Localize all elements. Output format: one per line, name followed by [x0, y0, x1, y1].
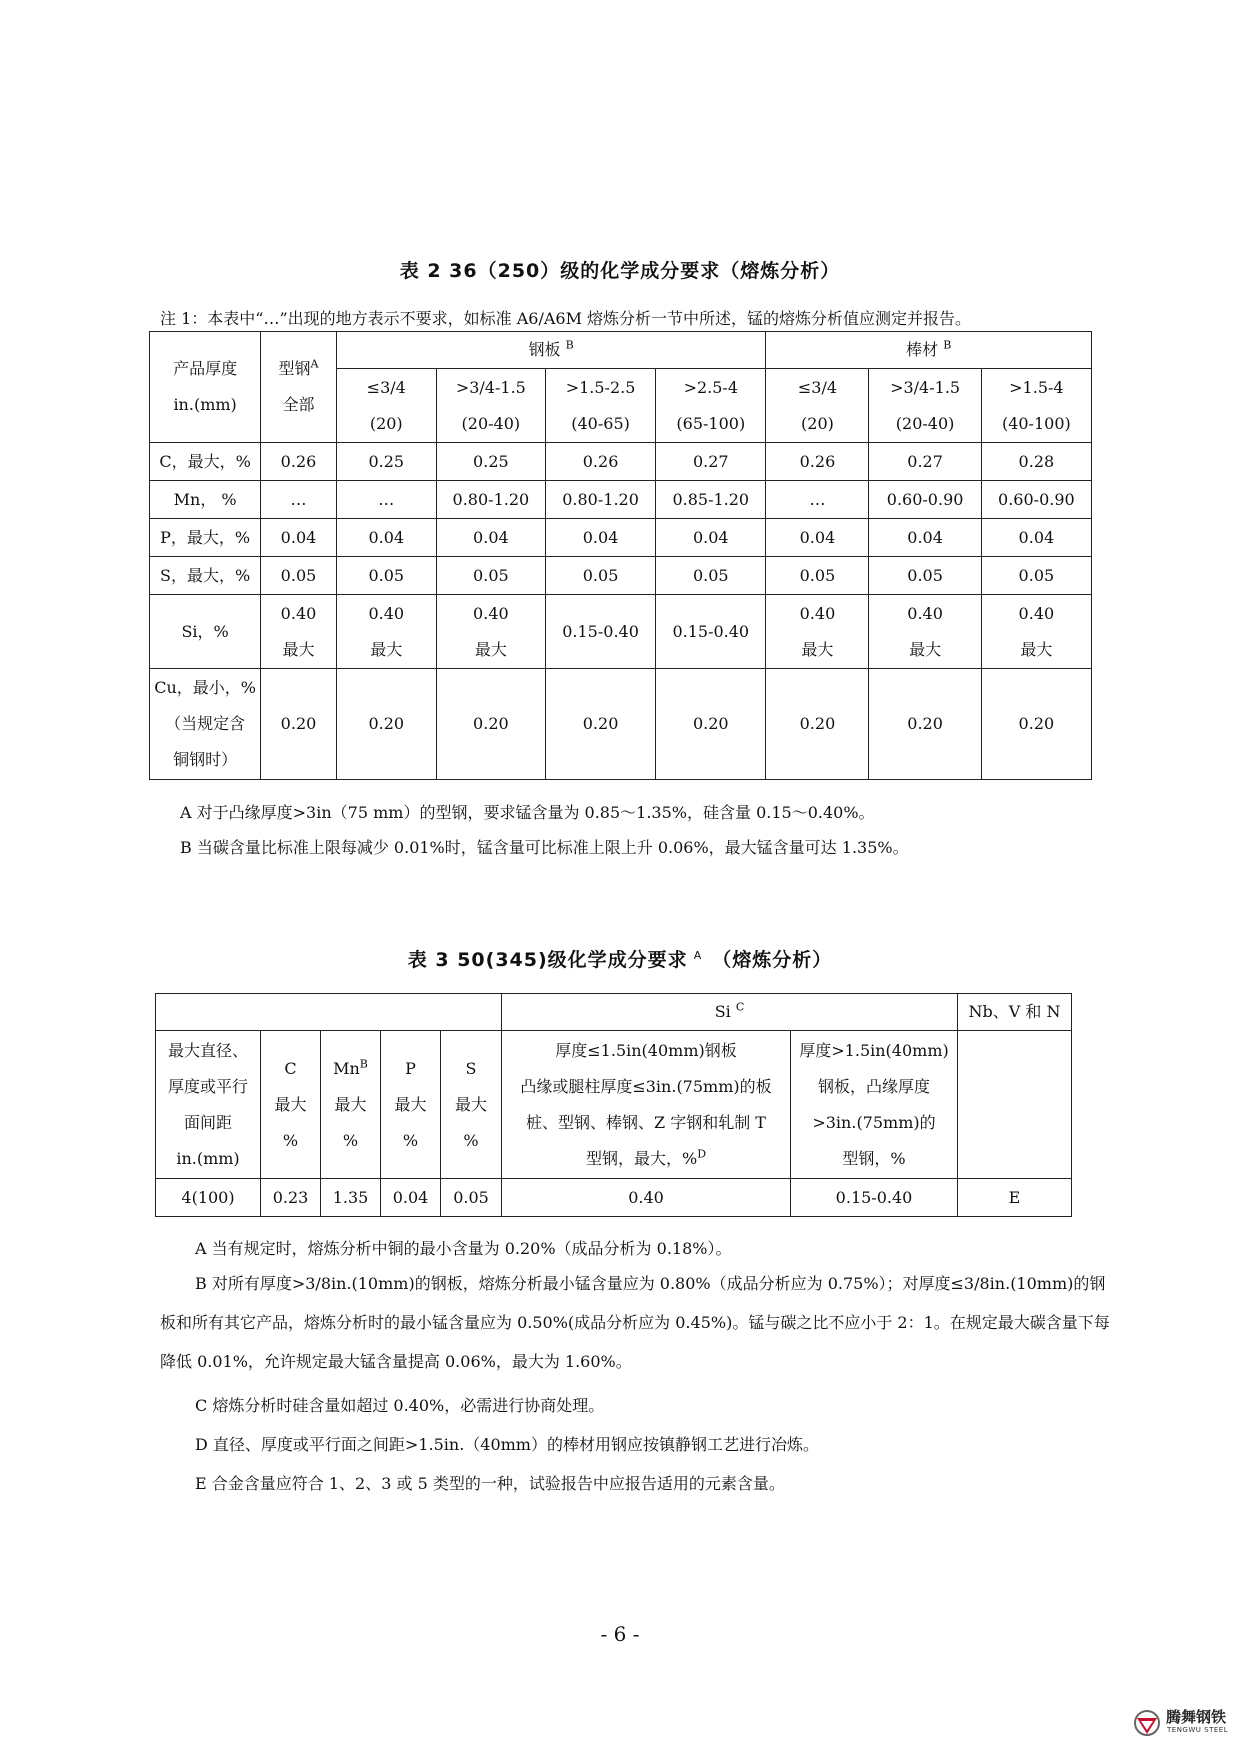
- cell: 0.20: [656, 669, 766, 780]
- cell: 0.20: [336, 669, 436, 780]
- cell: 0.26: [545, 443, 655, 481]
- header-shape: 型钢$^A$ 全部: [261, 332, 337, 443]
- header-dim: 最大直径、 厚度或平行 面间距 in.(mm): [156, 1031, 261, 1179]
- cell: 0.80-1.20: [436, 481, 545, 519]
- table-row: [150, 519, 1092, 557]
- header-c: C 最大 %: [261, 1031, 321, 1179]
- header-bar: 棒材 $^B$: [766, 332, 1092, 369]
- cell: 0.40 最大: [869, 595, 981, 669]
- header-p: P 最大 %: [381, 1031, 441, 1179]
- table2-title: 表 2 36（250）级的化学成分要求（熔炼分析）: [399, 260, 841, 282]
- logo-icon: [1132, 1708, 1162, 1738]
- cell: 0.15-0.40: [791, 1179, 958, 1217]
- cell: 0.26: [261, 443, 337, 481]
- cell: 0.20: [869, 669, 981, 780]
- cell: 0.04: [981, 519, 1091, 557]
- cell: 0.40: [502, 1179, 791, 1217]
- cell: 1.35: [321, 1179, 381, 1217]
- table3-footnote-e: E 合金含量应符合 1、2、3 或 5 类型的一种，试验报告中应报告适用的元素含量。: [195, 1474, 785, 1493]
- cell: 0.20: [545, 669, 655, 780]
- table3-footnote-d: D 直径、厚度或平行面之间距>1.5in.（40mm）的棒材用钢应按镇静钢工艺进行冶炼。: [195, 1435, 819, 1454]
- cell: …: [261, 481, 337, 519]
- table2: [149, 331, 1092, 780]
- cell: E: [958, 1179, 1072, 1217]
- table3-title: 表 3 50(345)级化学成分要求 $^A$ （熔炼分析）: [407, 948, 833, 971]
- table-row: [150, 669, 1092, 780]
- cell: 0.23: [261, 1179, 321, 1217]
- cell: 0.80-1.20: [545, 481, 655, 519]
- cell: 0.04: [656, 519, 766, 557]
- cell: 0.60-0.90: [981, 481, 1091, 519]
- table2-footnote-b: B 当碳含量比标准上限每减少 0.01%时，锰含量可比标准上限上升 0.06%，最大锰含量可达 1.35%。: [180, 838, 909, 857]
- cell: 0.05: [436, 557, 545, 595]
- cell: 0.04: [869, 519, 981, 557]
- cell: 0.04: [381, 1179, 441, 1217]
- header-mn: $Mn^B$ 最大 %: [321, 1031, 381, 1179]
- company-logo: [1132, 1704, 1236, 1744]
- cell: 0.15-0.40: [656, 595, 766, 669]
- row-label: C，最大，%: [150, 443, 261, 481]
- plate-range: >1.5-2.5 (40-65): [545, 369, 655, 443]
- cell: 0.15-0.40: [545, 595, 655, 669]
- cell: 0.20: [981, 669, 1091, 780]
- table2-footnote-a: A 对于凸缘厚度>3in（75 mm）的型钢，要求锰含量为 0.85～1.35%，硅含量 0.15～0.40%。: [180, 803, 875, 822]
- header-si-thin: 厚度≤1.5in(40mm)钢板 凸缘或腿柱厚度≤3in.(75mm)的板 桩、型钢、棒钢、Z 字钢和轧制 T 型钢，最大，%$^D$: [502, 1031, 791, 1179]
- cell: 0.05: [441, 1179, 502, 1217]
- table3: [155, 993, 1072, 1217]
- plate-range: ≤3/4 (20): [336, 369, 436, 443]
- row-label: Cu，最小，% （当规定含 铜钢时）: [150, 669, 261, 780]
- header-blank: [156, 994, 502, 1031]
- cell: 0.04: [545, 519, 655, 557]
- cell: 0.05: [869, 557, 981, 595]
- bar-range: >3/4-1.5 (20-40): [869, 369, 981, 443]
- header-si: Si $^C$: [502, 994, 958, 1031]
- cell: 0.05: [336, 557, 436, 595]
- row-label: Mn， %: [150, 481, 261, 519]
- table-row: [156, 1179, 1072, 1217]
- bar-range: ≤3/4 (20): [766, 369, 869, 443]
- table-row: [150, 443, 1092, 481]
- logo-name: 腾舞钢铁: [1166, 1708, 1227, 1726]
- cell: 0.25: [336, 443, 436, 481]
- logo-sub: TENGWU STEEL: [1167, 1726, 1229, 1734]
- cell: 0.20: [436, 669, 545, 780]
- page-number: - 6 -: [600, 1622, 640, 1646]
- header-nbv-blank: [958, 1031, 1072, 1179]
- cell: 0.40 最大: [766, 595, 869, 669]
- cell: …: [336, 481, 436, 519]
- cell: 0.04: [261, 519, 337, 557]
- table-row: [150, 595, 1092, 669]
- header-si-thick: 厚度>1.5in(40mm) 钢板，凸缘厚度 >3in.(75mm)的 型钢，%: [791, 1031, 958, 1179]
- cell: 0.40 最大: [436, 595, 545, 669]
- cell: 0.05: [656, 557, 766, 595]
- cell: 0.04: [766, 519, 869, 557]
- plate-range: >3/4-1.5 (20-40): [436, 369, 545, 443]
- table3-footnote-a: A 当有规定时，熔炼分析中铜的最小含量为 0.20%（成品分析为 0.18%）。: [195, 1239, 732, 1258]
- cell: 0.05: [261, 557, 337, 595]
- table2-note: 注 1：本表中“…”出现的地方表示不要求，如标准 A6/A6M 熔炼分析一节中所述，锰的熔炼分析值应测定并报告。: [160, 309, 972, 328]
- cell: 0.05: [545, 557, 655, 595]
- cell: 0.26: [766, 443, 869, 481]
- header-plate: 钢板 $^B$: [336, 332, 766, 369]
- row-label: Si，%: [150, 595, 261, 669]
- table-row: [150, 557, 1092, 595]
- cell: 0.40 最大: [261, 595, 337, 669]
- cell: 0.20: [766, 669, 869, 780]
- row-label: P，最大，%: [150, 519, 261, 557]
- row-label: S，最大，%: [150, 557, 261, 595]
- cell: 0.05: [766, 557, 869, 595]
- cell: 0.04: [436, 519, 545, 557]
- cell: 0.40 最大: [981, 595, 1091, 669]
- table-row: [150, 481, 1092, 519]
- cell: 4(100): [156, 1179, 261, 1217]
- cell: 0.05: [981, 557, 1091, 595]
- cell: …: [766, 481, 869, 519]
- table3-footnote-b: B 对所有厚度>3/8in.(10mm)的钢板，熔炼分析最小锰含量应为 0.80%（成品分析应为 0.75%）；对厚度≤3/8in.(10mm)的钢板和所有其它产品，熔炼分析时的最小锰含量应为 0.50%(成品分析应为 0.45%)。锰与碳之比不应小于 2：1。在规定最大碳含量下每降低 0.01%，允许规定最大锰含量提高 0.06%，最大为 1.60%。: [160, 1274, 1110, 1371]
- cell: 0.04: [336, 519, 436, 557]
- cell: 0.28: [981, 443, 1091, 481]
- cell: 0.27: [869, 443, 981, 481]
- table3-footnote-c: C 熔炼分析时硅含量如超过 0.40%，必需进行协商处理。: [195, 1396, 605, 1415]
- plate-range: >2.5-4 (65-100): [656, 369, 766, 443]
- cell: 0.40 最大: [336, 595, 436, 669]
- bar-range: >1.5-4 (40-100): [981, 369, 1091, 443]
- cell: 0.27: [656, 443, 766, 481]
- cell: 0.60-0.90: [869, 481, 981, 519]
- cell: 0.25: [436, 443, 545, 481]
- cell: 0.85-1.20: [656, 481, 766, 519]
- cell: 0.20: [261, 669, 337, 780]
- header-nbv: Nb、V 和 N: [958, 994, 1072, 1031]
- header-thickness: 产品厚度 in.(mm): [150, 332, 261, 443]
- header-s: S 最大 %: [441, 1031, 502, 1179]
